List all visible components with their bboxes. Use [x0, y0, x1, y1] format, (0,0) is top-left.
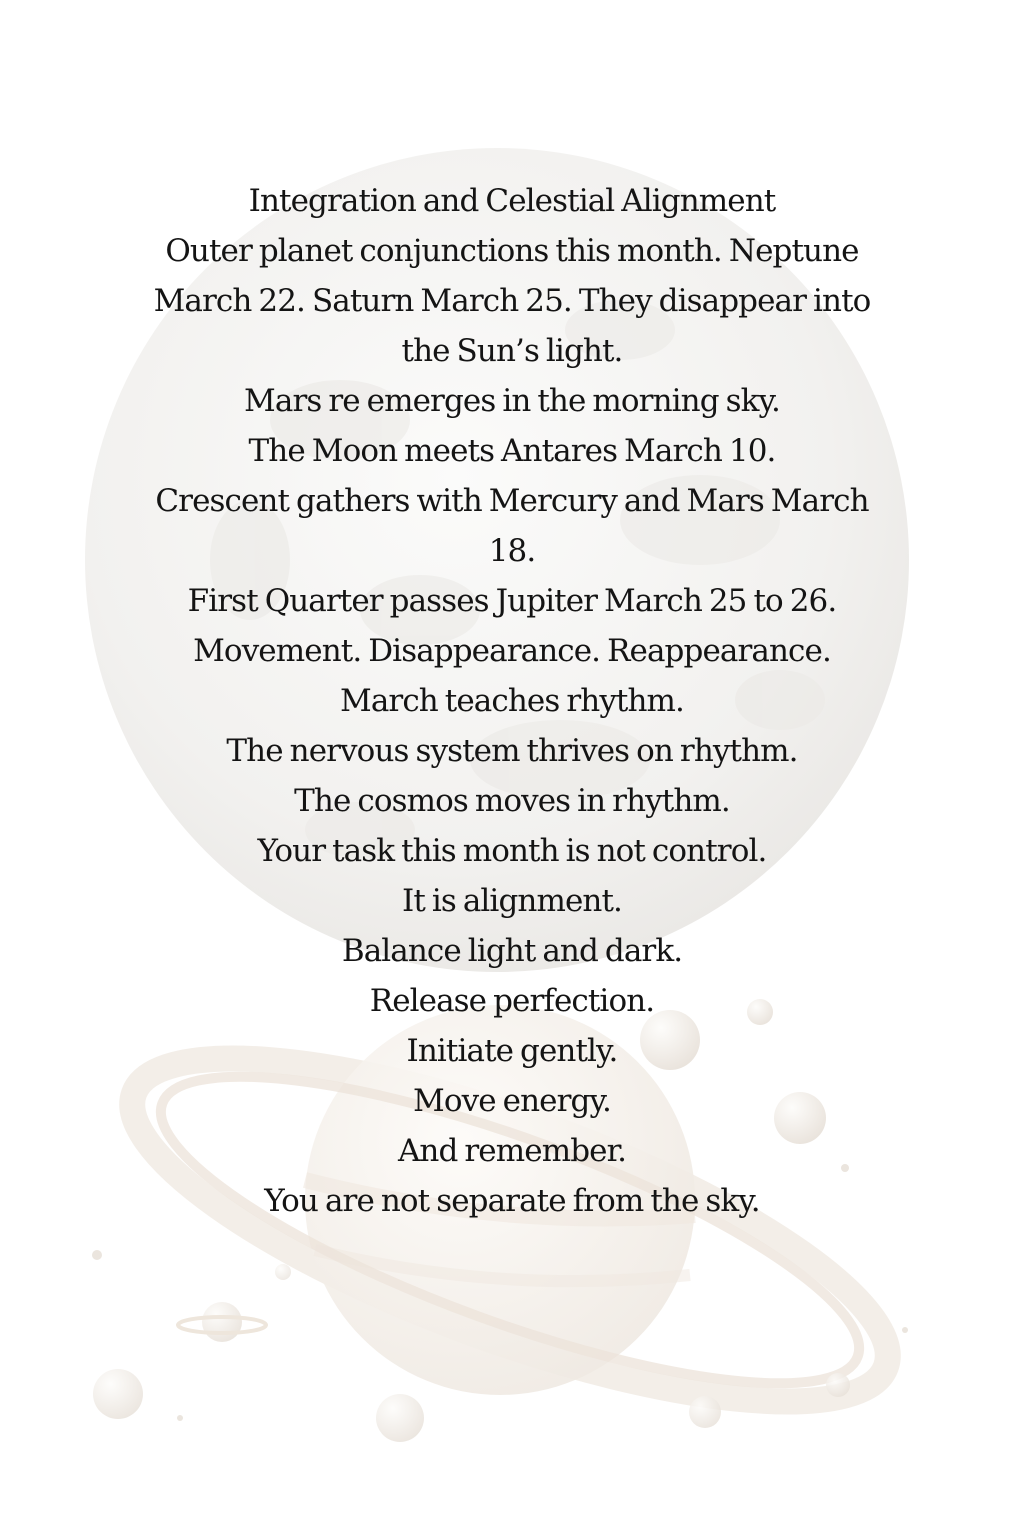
poem-line: the Sun’s light.: [401, 333, 623, 369]
poem-line: And remember.: [397, 1133, 627, 1169]
poem-line: Movement. Disappearance. Reappearance.: [193, 633, 831, 669]
poem-line: Crescent gathers with Mercury and Mars March: [155, 483, 869, 519]
poem-title: Integration and Celestial Alignment: [248, 183, 776, 219]
poem-line: Mars re emerges in the morning sky.: [244, 383, 780, 419]
poem-text: [132, 176, 892, 1226]
poem-line: The Moon meets Antares March 10.: [248, 433, 776, 469]
poem-line: First Quarter passes Jupiter March 25 to 26.: [187, 583, 837, 619]
poem-line: 18.: [488, 533, 536, 569]
poem-line: It is alignment.: [402, 883, 622, 919]
poem-line: March 22. Saturn March 25. They disappear into: [153, 283, 871, 319]
poem-line: Balance light and dark.: [341, 933, 683, 969]
poem-line: Initiate gently.: [406, 1033, 618, 1069]
poem-line: Release perfection.: [369, 983, 655, 1019]
poem-line: Move energy.: [413, 1083, 611, 1119]
poem-line: Outer planet conjunctions this month. Neptune: [165, 233, 859, 269]
poem-line: Your task this month is not control.: [257, 833, 767, 869]
poem-line: The cosmos moves in rhythm.: [294, 783, 730, 819]
poem-line: You are not separate from the sky.: [264, 1183, 760, 1219]
poem-line: March teaches rhythm.: [339, 683, 684, 719]
poem-line: The nervous system thrives on rhythm.: [226, 733, 798, 769]
